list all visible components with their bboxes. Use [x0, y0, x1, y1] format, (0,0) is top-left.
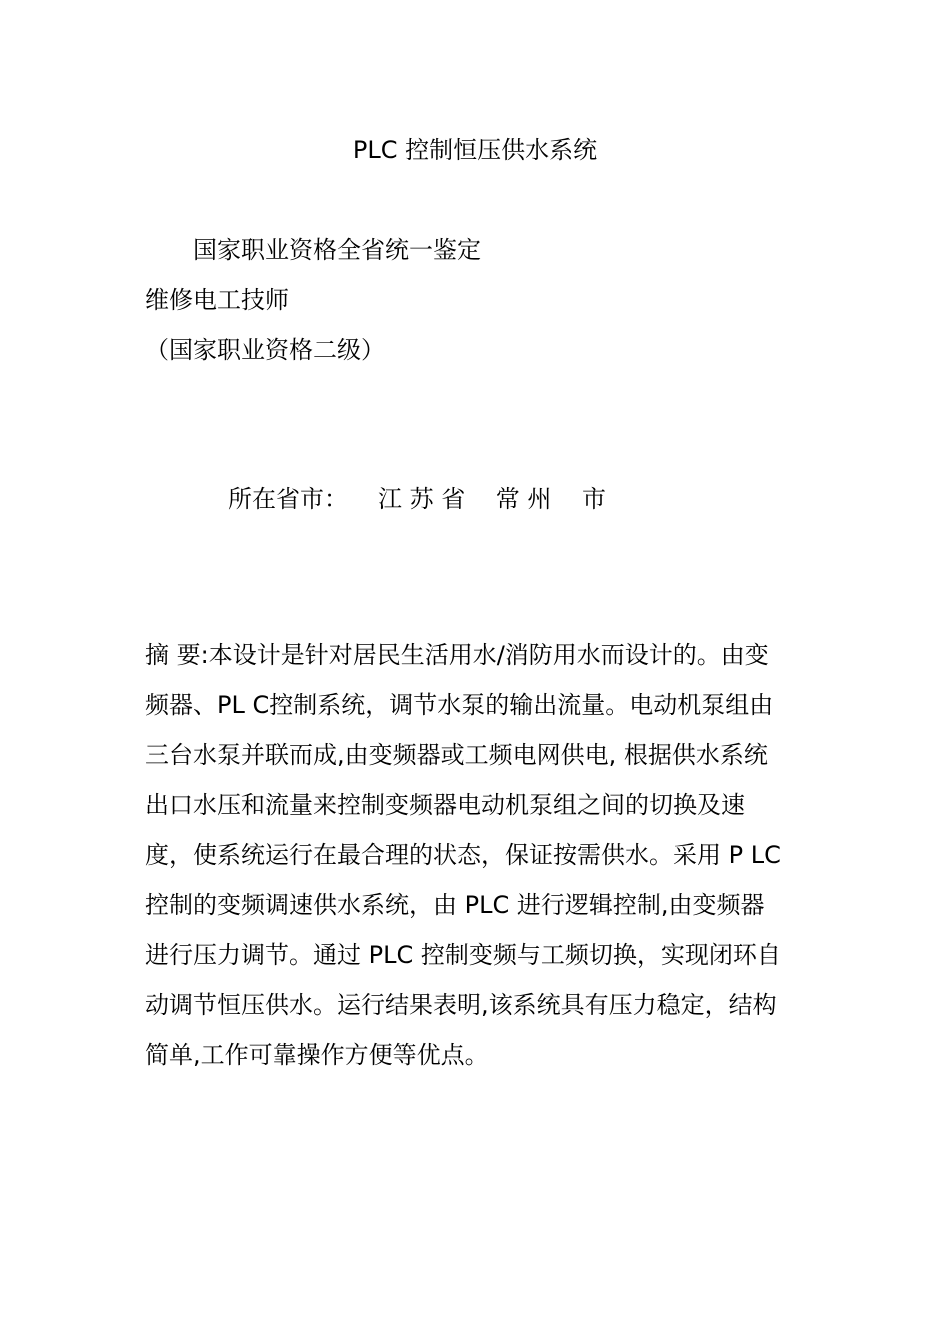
abstract-line: 动调节恒压供水。运行结果表明,该系统具有压力稳定，结构	[145, 991, 777, 1019]
location-city: 常 州	[495, 485, 552, 513]
abstract-line: 摘 要:本设计是针对居民生活用水/消防用水而设计的。由变	[145, 641, 769, 669]
exam-name: 国家职业资格全省统一鉴定	[193, 236, 481, 264]
location-label: 所在省市：	[228, 485, 348, 513]
abstract-line: 出口水压和流量来控制变频器电动机泵组之间的切换及速	[145, 791, 745, 819]
abstract-line: 频器、PL C控制系统，调节水泵的输出流量。电动机泵组由	[145, 691, 774, 719]
location-line	[228, 482, 606, 516]
document-title: PLC 控制恒压供水系统	[352, 136, 598, 164]
job-title: 维修电工技师	[145, 286, 289, 314]
abstract-line: 度，使系统运行在最合理的状态，保证按需供水。采用 P LC	[145, 841, 781, 869]
qualification-level: （国家职业资格二级）	[145, 336, 385, 364]
location-suffix: 市	[581, 485, 606, 513]
location-province: 江 苏 省	[378, 485, 466, 513]
abstract-line: 进行压力调节。通过 PLC 控制变频与工频切换，实现闭环自	[145, 941, 781, 969]
abstract-line: 简单,工作可靠操作方便等优点。	[145, 1041, 489, 1069]
abstract-paragraph	[145, 630, 810, 1080]
abstract-line: 控制的变频调速供水系统，由 PLC 进行逻辑控制,由变频器	[145, 891, 765, 919]
abstract-line: 三台水泵并联而成,由变频器或工频电网供电, 根据供水系统	[145, 741, 768, 769]
